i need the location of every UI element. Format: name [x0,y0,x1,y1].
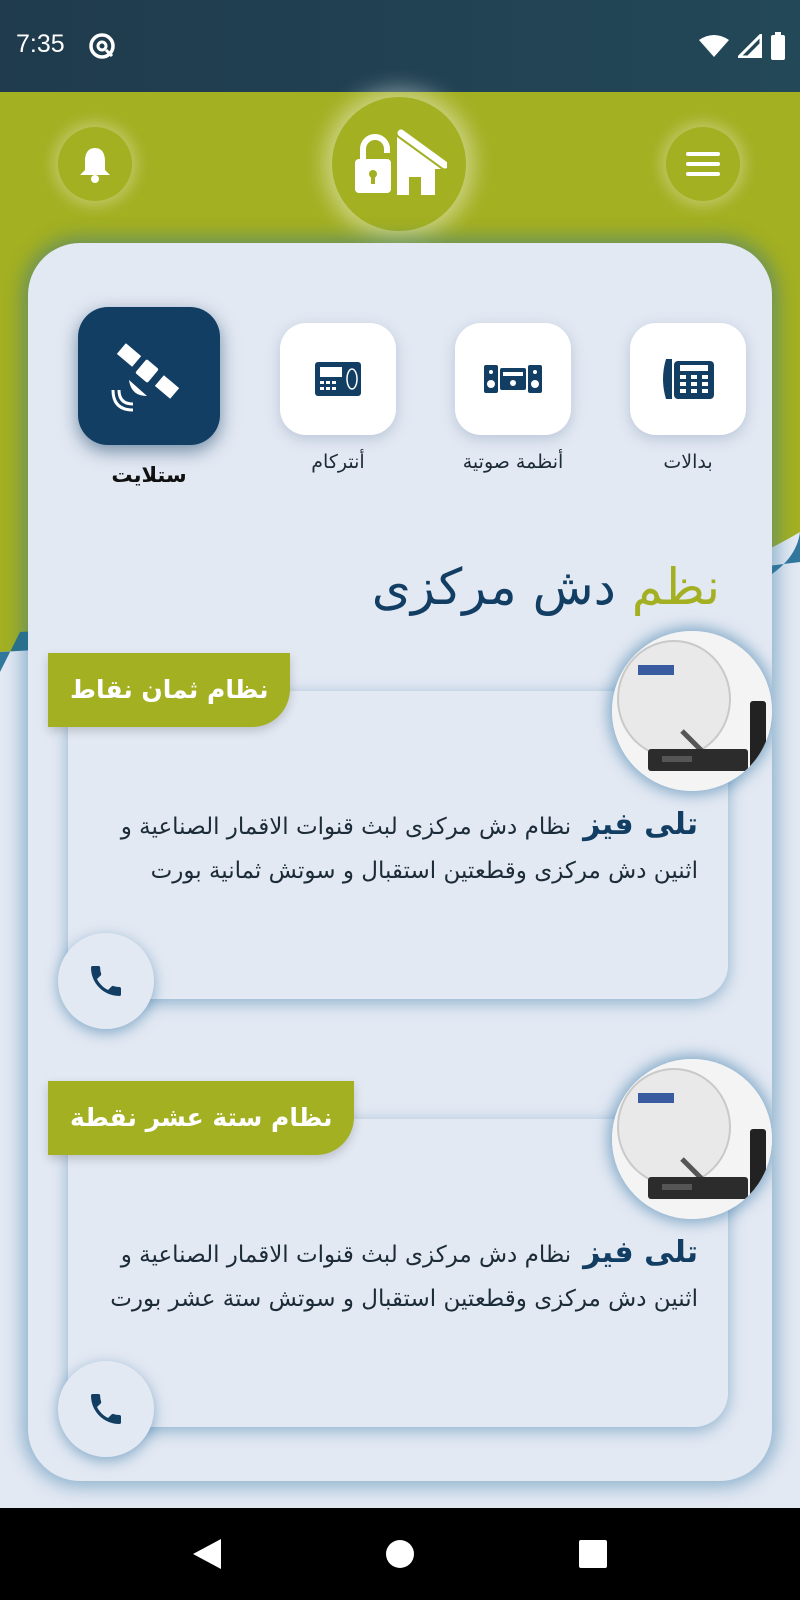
product-tag: نظام ثمان نقاط [48,653,290,727]
product-description-text: نظام دش مركزى لبث قنوات الاقمار الصناعية و اثنين دش مركزى وقطعتين استقبال و سوتش ثمانية بورت [120,814,698,884]
category-satellite[interactable] [74,307,224,487]
recents-square-icon [578,1539,608,1569]
nav-home-button[interactable] [380,1534,420,1574]
category-tile [78,307,220,445]
category-intercom[interactable] [263,323,413,473]
product-card[interactable] [68,1059,728,1371]
status-time: 7:35 [16,30,65,58]
section-title-part1: نظم [631,558,720,616]
product-image [612,1059,772,1219]
hamburger-menu-icon [686,151,720,177]
phone-icon [86,1389,126,1429]
satellite-dish-image [612,1059,772,1219]
home-circle-icon [385,1539,415,1569]
bell-icon [78,145,112,183]
section-title [372,558,720,616]
product-image [612,631,772,791]
cell-signal-icon [738,34,762,58]
system-nav-bar [0,1508,800,1600]
category-tile [280,323,396,435]
smart-home-lock-icon [351,129,447,199]
call-button[interactable] [58,1361,154,1457]
call-button[interactable] [58,933,154,1029]
product-description-text: نظام دش مركزى لبث قنوات الاقمار الصناعية و اثنين دش مركزى وقطعتين استقبال و سوتش ستة عشر بورت [110,1242,698,1312]
category-label: ستلايت [111,463,187,487]
wifi-icon [698,34,730,58]
app-logo[interactable] [332,97,466,231]
stereo-icon [483,364,543,394]
satellite-dish-image [612,631,772,791]
nav-recents-button[interactable] [573,1534,613,1574]
category-tile [455,323,571,435]
category-pbx[interactable] [613,323,763,473]
category-label: أنظمة صوتية [462,451,564,473]
product-description [98,803,698,893]
category-tile [630,323,746,435]
section-title-part2: دش مركزى [371,558,616,616]
product-brand: تلى فيز [583,1235,698,1270]
product-brand: تلى فيز [583,807,698,842]
status-icons [698,32,786,60]
do-not-disturb-icon [88,32,116,60]
main-card [28,243,772,1481]
nav-back-button[interactable] [187,1534,227,1574]
product-tag: نظام ستة عشر نقطة [48,1081,354,1155]
menu-button[interactable] [666,127,740,201]
product-card[interactable] [68,631,728,943]
category-audio-systems[interactable] [438,323,588,473]
category-label: أنتركام [311,451,365,473]
category-label: بدالات [663,451,713,473]
status-bar [0,0,800,92]
phone-icon [86,961,126,1001]
satellite-icon [109,340,189,412]
battery-icon [770,32,786,60]
back-triangle-icon [191,1537,223,1571]
product-description [98,1231,698,1321]
telephone-icon [660,355,716,403]
notifications-button[interactable] [58,127,132,201]
intercom-icon [314,361,362,397]
